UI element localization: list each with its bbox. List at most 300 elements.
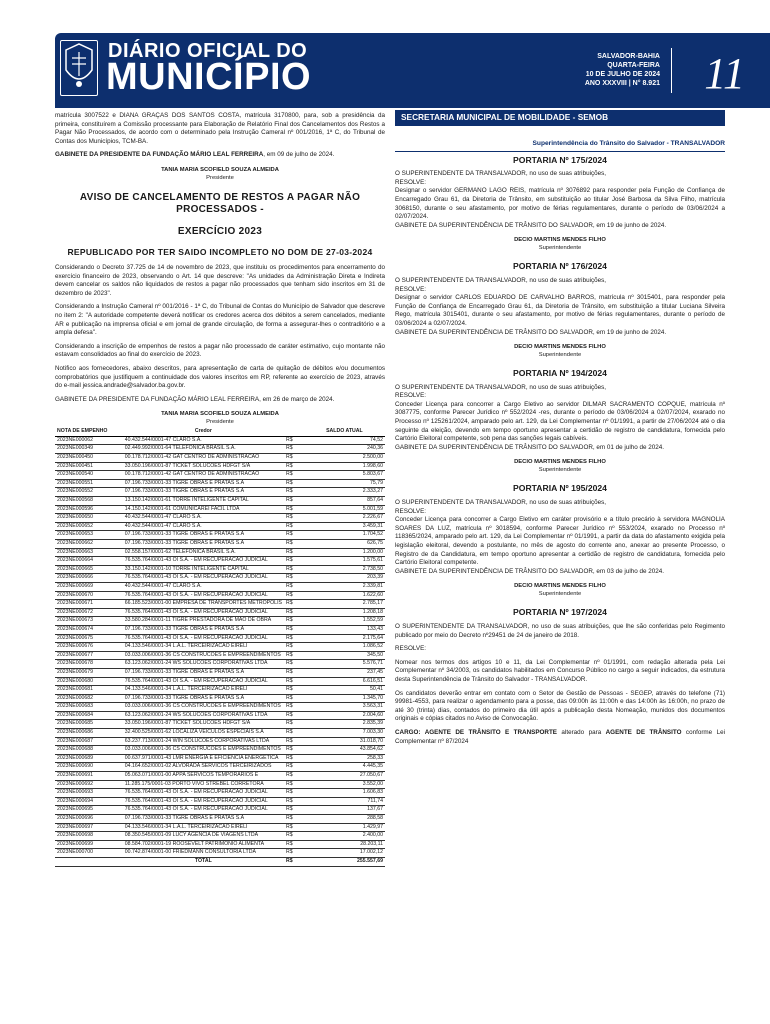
header-title-big: MUNICÍPIO [106,56,312,98]
cell-saldo: 27.050,67 [304,772,385,781]
portaria-section [395,369,725,474]
gabinete-line-2: GABINETE DA PRESIDENTE DA FUNDAÇÃO MÁRIO LEAL FERREIRA, em 26 de março de 2024. [55,395,335,403]
cell-saldo: 3.563,31 [304,703,385,712]
portaria-section [395,262,725,359]
table-row [55,797,385,806]
cell-currency: R$ [284,574,304,583]
doc-subtitle: REPUBLICADO POR TER SAIDO INCOMPLETO NO DOM DE 27-03-2024 [67,246,373,257]
cell-credor: 33.150.142/0001-10 TORRE INTELIGENTE CAPITAL [123,565,284,574]
table-header-row [55,428,385,436]
cell-currency: R$ [284,754,304,763]
cell-currency: R$ [284,677,304,686]
gabinete-1-bold: GABINETE DA PRESIDENTE DA FUNDAÇÃO MÁRIO LEAL FERREIRA [55,151,264,159]
cell-saldo: 2.785,17 [304,600,385,609]
cell-credor: 76.535.764/0001-43 OI S.A. - EM RECUPERACAO JUDICIAL [123,677,284,686]
cell-currency: R$ [284,591,304,600]
table-row [55,445,385,454]
table-row [55,608,385,617]
superintendencia-bar: Superintendência do Trânsito do Salvador - TRANSALVADOR [395,140,725,152]
cell-saldo: 1.606,83 [304,789,385,798]
table-row [55,737,385,746]
table-row [55,436,385,445]
cell-nota: 2023NE000670 [55,591,123,600]
cell-currency: R$ [284,686,304,695]
cell-nota: 2023NE000451 [55,462,123,471]
portaria-signature-name: DECIO MARTINS MENDES FILHO [514,459,606,466]
page-number: 11 [704,49,745,98]
cell-credor: 14.150.142/0001-61 COMUNICAREI FACIL LTDA [123,505,284,514]
cell-credor: 07.196.733/0001-33 TIGRE OBRAS E PRATAS S.A [123,815,284,824]
portaria-197 [395,608,725,746]
table-row [55,849,385,858]
portaria-body: Conceder Licença para concorrer a Cargo Eletivo em caráter provisório e a título precário à servidora MAGNOLIA SOARES DA LUZ, matrícula nº 3018594, conforme Parecer Jurídico nº 553/2024, exarado no Processo nº 118365/2024, amparado pelo art. 129, da Lei Complementar nº 01/1991, a partir da data do afastamento exigida pela legislação eleitoral, devendo a postulante, no mês de agosto do corrente ano, anexar ao presente Processo, o Registro de da Candidatura, em tempo oportuno apresentar a certidão de registro de candidatura, fornecida pelo Cartório Eleitoral competente. [395,516,725,567]
left-column [55,112,385,867]
cell-saldo: 711,74 [304,797,385,806]
cell-saldo: 4.445,35 [304,763,385,772]
cell-saldo: 1.208,18 [304,608,385,617]
cell-credor: 03.033.006/0001-36 CS CONSTRUCOES E EMPREENDIMENTOS [123,651,284,660]
cell-nota: 2023NE000685 [55,720,123,729]
cell-currency: R$ [284,694,304,703]
cell-saldo: 43.854,62 [304,746,385,755]
edition-weekday: QUARTA-FEIRA [607,62,660,69]
table-row [55,677,385,686]
cell-currency: R$ [284,625,304,634]
cargo-end: conforme Lei Complementar nº 87/2024 [395,728,725,745]
cell-nota: 2023NE000671 [55,600,123,609]
table-row [55,823,385,832]
cell-nota: 2023NE000669 [55,582,123,591]
cell-credor: 07.196.733/0001-33 TIGRE OBRAS E PRATAS S.A [123,488,284,497]
cell-credor: 02.449.992/0001-64 TELEFONICA BRASIL S.A. [123,445,284,454]
cell-credor: 40.432.544/0001-47 CLARO S.A. [123,522,284,531]
cell-currency: R$ [284,651,304,660]
table-header-blank [284,428,304,436]
cell-currency: R$ [284,729,304,738]
cell-saldo: 2.738,50 [304,565,385,574]
cell-credor: 07.196.733/0001-33 TIGRE OBRAS E PRATAS S.A [123,694,284,703]
cargo-new-label: AGENTE DE TRÂNSITO [605,728,682,736]
cell-credor: 05.063.071/0001-00 APPA SERVICOS TEMPORARIOS E [123,772,284,781]
total-currency: R$ [284,857,304,866]
cell-currency: R$ [284,471,304,480]
cell-credor: 04.133.546/0001-34 L.A.L. TERCEIRIZACAO EIRELI [123,643,284,652]
cell-nota: 2023NE000349 [55,445,123,454]
table-row [55,488,385,497]
portarias-list [395,156,725,599]
table-row [55,462,385,471]
cell-saldo: 137,67 [304,806,385,815]
portaria-title: PORTARIA Nº 176/2024 [513,261,607,272]
cell-saldo: 1.086,52 [304,643,385,652]
cell-saldo: 345,50 [304,651,385,660]
portaria-title: PORTARIA Nº 194/2024 [513,368,607,379]
cell-nota: 2023NE000665 [55,565,123,574]
table-row [55,634,385,643]
cell-nota: 2023NE000540 [55,471,123,480]
table-header-saldo: SALDO ATUAL [304,428,385,436]
portaria-signature [395,236,725,252]
portaria-gabinete: GABINETE DA SUPERINTENDÊNCIA DE TRÂNSITO DO SALVADOR, em 19 de junho de 2024. [395,221,667,229]
cell-saldo: 1.998,60 [304,462,385,471]
intro-paragraph: matrícula 3007522 e DIANA GRAÇAS DOS SANTOS COSTA, matrícula 3170800, para, sob a presidência da primeira, constituírem a Comissão processante para Elaboração de Relatório Final dos Cancelamentos dos Restos a Pagar Não Processados, de acordo com o determinado pela Instrução Cameral nº 001/2016, 1ª C, do Tribunal de Contas dos Municípios, TCM-BA. [55,112,385,145]
cell-saldo: 75,79 [304,479,385,488]
cell-saldo: 17.002,12 [304,849,385,858]
table-row [55,789,385,798]
cell-nota: 2023NE000676 [55,643,123,652]
cell-nota: 2023NE000681 [55,686,123,695]
edition-date: 10 DE JULHO DE 2024 [585,71,660,78]
cell-currency: R$ [284,763,304,772]
cell-saldo: 240,36 [304,445,385,454]
cell-nota: 2023NE000690 [55,763,123,772]
signature-2-name: TANIA MARIA SCOFIELD SOUZA ALMEIDA [161,411,279,418]
cell-currency: R$ [284,514,304,523]
cell-nota: 2023NE000650 [55,514,123,523]
cell-credor: 63.123.062/0001-24 WS SOLUCOES CORPORATIVAS LTDA [123,711,284,720]
cell-currency: R$ [284,737,304,746]
table-row [55,574,385,583]
cell-saldo: 857,64 [304,497,385,506]
cell-currency: R$ [284,703,304,712]
table-row [55,565,385,574]
cell-saldo: 258,33 [304,754,385,763]
table-row [55,643,385,652]
table-row [55,600,385,609]
cell-currency: R$ [284,772,304,781]
total-blank [55,857,123,866]
table-row [55,471,385,480]
paragraph-3: Considerando a inscrição de empenhos de restos a pagar não processado de caráter estimativo, cujo montante não estavam consolidados ao final do exercício de 2023. [55,342,385,359]
cell-credor: 66.185.523/0001-00 EMPRESA DE TRANSPORTES METROPOLIS [123,600,284,609]
doc-title-line-1: AVISO DE CANCELAMENTO DE RESTOS A PAGAR NÃO PROCESSADOS - [79,191,361,215]
cell-currency: R$ [284,454,304,463]
table-row [55,815,385,824]
cell-saldo: 31.018,70 [304,737,385,746]
cell-credor: 02.558.157/0001-62 TELEFONICA BRASIL S.A. [123,548,284,557]
cell-saldo: 2.333,27 [304,488,385,497]
cell-nota: 2023NE000697 [55,823,123,832]
cell-nota: 2023NE000675 [55,634,123,643]
table-row [55,531,385,540]
table-row [55,582,385,591]
table-row [55,772,385,781]
table-row [55,754,385,763]
cell-credor: 63.123.062/0001-24 WS SOLUCOES CORPORATIVAS LTDA [123,660,284,669]
cell-credor: 07.196.733/0001-33 TIGRE OBRAS E PRATAS S.A [123,625,284,634]
cell-credor: 76.535.764/0001-43 OI S.A. - EM RECUPERACAO JUDICIAL [123,634,284,643]
total-value: 255.557,69 [304,857,385,866]
portaria-197-body-1: Nomear nos termos dos artigos 10 e 11, da Lei Complementar nº 01/1991, com redação alterada pela Lei Complementar nº 34/2003, os candidatos habilitados em Concurso Público no cargo a seguir indicados, da estrutura desta Superintendência de Trânsito do Salvador - TRANSALVADOR. [395,658,725,683]
cell-currency: R$ [284,488,304,497]
cell-nota: 2023NE000692 [55,780,123,789]
cell-nota: 2023NE000662 [55,540,123,549]
cell-nota: 2023NE000694 [55,797,123,806]
cell-credor: 76.535.764/0001-43 OI S.A. - EM RECUPERACAO JUDICIAL [123,797,284,806]
cell-saldo: 3.552,00 [304,780,385,789]
cell-nota: 2023NE000699 [55,840,123,849]
cell-credor: 76.535.764/0001-43 OI S.A. - EM RECUPERACAO JUDICIAL [123,806,284,815]
cell-currency: R$ [284,582,304,591]
cargo-label: CARGO: AGENTE DE TRÂNSITO E TRANSPORTE [395,728,558,736]
signature-2 [55,410,385,426]
cell-saldo: 1.704,52 [304,531,385,540]
portaria-gabinete: GABINETE DA SUPERINTENDÊNCIA DE TRÂNSITO DO SALVADOR, em 19 de junho de 2024. [395,328,667,336]
cell-credor: 07.196.733/0001-33 TIGRE OBRAS E PRATAS S.A [123,531,284,540]
cell-credor: 76.535.764/0001-43 OI S.A. - EM RECUPERACAO JUDICIAL [123,591,284,600]
portaria-resolve: RESOLVE: [395,507,427,515]
doc-title-line-2: EXERCÍCIO 2023 [177,225,263,237]
table-row [55,746,385,755]
cell-currency: R$ [284,660,304,669]
cell-currency: R$ [284,840,304,849]
gabinete-line-1 [55,151,385,160]
table-row [55,711,385,720]
cell-currency: R$ [284,617,304,626]
table-row [55,668,385,677]
signature-1-role: Presidente [206,174,234,181]
portaria-section [395,484,725,598]
cell-credor: 40.432.544/0001-47 CLARO S.A. [123,436,284,445]
portaria-197-resolve: RESOLVE: [395,645,427,653]
table-row [55,651,385,660]
table-row [55,557,385,566]
cell-nota: 2023NE000678 [55,660,123,669]
table-row [55,617,385,626]
cell-nota: 2023NE000687 [55,737,123,746]
cell-saldo: 3.459,31 [304,522,385,531]
cell-credor: 03.033.006/0001-36 CS CONSTRUCOES E EMPREENDIMENTOS [123,746,284,755]
cell-credor: 40.432.544/0001-47 CLARO S.A. [123,514,284,523]
cell-credor: 00.742.874/0001-00 FRIEDMANN CONSULTORIA LTDA [123,849,284,858]
cell-saldo: 50,41 [304,686,385,695]
signature-1-name: TANIA MARIA SCOFIELD SOUZA ALMEIDA [161,166,279,173]
cell-currency: R$ [284,789,304,798]
cell-credor: 76.535.764/0001-43 OI S.A. - EM RECUPERACAO JUDICIAL [123,789,284,798]
cell-credor: 76.535.764/0001-43 OI S.A. - EM RECUPERACAO JUDICIAL [123,574,284,583]
edition-number: ANO XXXVIII | N° 8.921 [584,80,660,87]
portaria-signature-role: Superintendente [538,245,582,252]
cell-nota: 2023NE000689 [55,754,123,763]
cell-currency: R$ [284,711,304,720]
paragraph-2: Considerando a Instrução Cameral nº 001/2016 - 1ª C, do Tribunal de Contas do Município de Salvador que descreve no item 2: "A autoridade competente deverá notificar os credores acerca dos débitos a serem cancelados, mediante AR e publicação na imprensa oficial e em jornal de grande circulação, de forma a assegurar-lhes o contraditório e a ampla defesa". [55,303,385,337]
cell-credor: 13.150.142/0001-61 TORRE INTELIGENTE CAPITAL [123,497,284,506]
portaria-197-body-2: Os candidatos deverão entrar em contato com o Setor de Gestão de Pessoas - SEGEP, através do telefone (71) 99981-4553, para realizar o agendamento para a posse, das 09:00h às 11:00h e das 14:00h às 16:00h, no prazo de até 30 (trinta) dias, contados do primeiro dia útil após a publicação desta Nomeação, munidos dos documentos originais e cópias citados no Aviso de Convocação. [395,689,725,723]
portaria-signature-role: Superintendente [538,591,582,598]
cell-currency: R$ [284,832,304,841]
city-coat-of-arms-icon [60,40,98,96]
cell-saldo: 6.616,51 [304,677,385,686]
cell-saldo: 237,45 [304,668,385,677]
table-header-nota: NOTA DE EMPENHO [55,428,123,436]
page-number-divider [671,48,672,93]
cell-saldo: 2.004,60 [304,711,385,720]
cell-nota: 2023NE000682 [55,694,123,703]
cell-credor: 11.285.175/0001-03 PORTO VIVO STREBEL CORRETORA [123,780,284,789]
cell-currency: R$ [284,600,304,609]
cell-credor: 07.196.733/0001-33 TIGRE OBRAS E PRATAS S.A [123,668,284,677]
cell-nota: 2023NE000674 [55,625,123,634]
cell-currency: R$ [284,505,304,514]
cell-saldo: 1.552,59 [304,617,385,626]
table-row [55,780,385,789]
cell-saldo: 1.345,70 [304,694,385,703]
cell-currency: R$ [284,479,304,488]
cell-credor: 04.133.546/0001-34 L.A.L. TERCEIRIZACAO EIRELI [123,823,284,832]
portaria-signature-name: DECIO MARTINS MENDES FILHO [514,237,606,244]
portaria-intro: O SUPERINTENDENTE DA TRANSALVADOR, no uso de suas atribuições, [395,170,607,178]
cell-nota: 2023NE000062 [55,436,123,445]
cell-nota: 2023NE000672 [55,608,123,617]
table-row [55,514,385,523]
cell-nota: 2023NE000673 [55,617,123,626]
cell-currency: R$ [284,780,304,789]
cell-currency: R$ [284,797,304,806]
table-row [55,591,385,600]
cell-saldo: 2.339,81 [304,582,385,591]
cell-saldo: 2.400,00 [304,832,385,841]
portaria-body: Conceder Licença para concorrer a Cargo Eletivo ao servidor DILMAR SACRAMENTO COPQUE, matrícula nº 3087775, conforme Parecer Jurídico nº 552/2024 -res, durante o período de 03/06/2024 a 02/07/2024, exarado no Processo nº 125261/2024, amparado pelo art. 129, da Lei Complementar nº 01/1991, a partir de 27/06/2024 até o dia seguinte da eleição, devendo em tempo oportuno apresentar a certidão de registro de candidatura, fornecida pelo Cartório Eleitoral competente, sob pena das sanções legais cabíveis. [395,400,725,443]
table-total-row [55,857,385,866]
cell-nota: 2023NE000686 [55,729,123,738]
cell-credor: 07.196.733/0001-33 TIGRE OBRAS E PRATAS S.A [123,479,284,488]
cell-credor: 33.050.196/0001-87 TICKET SOLUCOES HDFGT S/A [123,462,284,471]
portaria-signature [395,458,725,474]
signature-1 [55,166,385,182]
cell-nota: 2023NE000664 [55,557,123,566]
table-row [55,625,385,634]
cell-currency: R$ [284,823,304,832]
table-row [55,703,385,712]
header-title-small: DIÁRIO OFICIAL DO [108,40,308,62]
cell-currency: R$ [284,746,304,755]
cell-saldo: 2.835,39 [304,720,385,729]
cell-currency: R$ [284,720,304,729]
table-row [55,454,385,463]
cell-nota: 2023NE000679 [55,668,123,677]
cell-nota: 2023NE000693 [55,789,123,798]
paragraph-1: Considerando o Decreto 37.725 de 14 de novembro de 2023, que instituiu os procedimentos para encerramento do exercício financeiro de 2023, observando o Art. 14 que descreve: "As unidades da Administração Direta e Indireta devem cancelar os saldos não liquidados de restos a pagar não processados que tenham sido inscritos em 31 de dezembro de 2023". [55,263,385,297]
portaria-signature-name: DECIO MARTINS MENDES FILHO [514,344,606,351]
cell-currency: R$ [284,634,304,643]
cell-credor: 00.178.712/0001-42 GAT CENTRO DE ADMINISTRACAO [123,471,284,480]
table-row [55,729,385,738]
cell-currency: R$ [284,608,304,617]
portaria-resolve: RESOLVE: [395,392,427,400]
cell-currency: R$ [284,849,304,858]
cell-currency: R$ [284,540,304,549]
cell-currency: R$ [284,815,304,824]
cell-nota: 2023NE000688 [55,746,123,755]
cell-saldo: 1.200,00 [304,548,385,557]
cell-nota: 2023NE000684 [55,711,123,720]
secretaria-bar: SECRETARIA MUNICIPAL DE MOBILIDADE - SEMOB [395,110,725,126]
doc-title [55,192,385,258]
cell-currency: R$ [284,462,304,471]
cell-nota: 2023NE000450 [55,454,123,463]
cell-nota: 2023NE000691 [55,772,123,781]
cell-saldo: 74,52 [304,436,385,445]
table-row [55,763,385,772]
cell-credor: 33.050.196/0001-87 TICKET SOLUCOES HDFGT S/A [123,720,284,729]
cell-nota: 2023NE000696 [55,815,123,824]
cell-currency: R$ [284,436,304,445]
cell-currency: R$ [284,445,304,454]
cell-credor: 63.237.713/0001-24 WIN SOLUCOES CORPORATIVAS LTDA [123,737,284,746]
cargo-text: alterado para [557,728,606,736]
cell-nota: 2023NE000552 [55,488,123,497]
portaria-197-body-3 [395,729,725,746]
cell-nota: 2023NE000680 [55,677,123,686]
cell-saldo: 2.226,67 [304,514,385,523]
cell-saldo: 1.622,60 [304,591,385,600]
cell-saldo: 5.001,59 [304,505,385,514]
cell-credor: 08.350.545/0001-09 LUCY AGENCIA DE VIAGENS LTDA [123,832,284,841]
paragraph-4: Notifico aos fornecedores, abaixo descritos, para apresentação de carta de quitação de débitos e/ou documentos comprobatórios que justifiquem a continuidade dos valores inscritos em RP, referente ao exercício de 2023, através do e-mail jessica.andrade@salvador.ba.gov.br. [55,364,385,390]
cell-saldo: 28.203,11 [304,840,385,849]
cell-nota: 2023NE000663 [55,548,123,557]
cell-currency: R$ [284,548,304,557]
cell-saldo: 288,58 [304,815,385,824]
table-row [55,548,385,557]
cell-currency: R$ [284,643,304,652]
cell-saldo: 7.003,30 [304,729,385,738]
cell-saldo: 2.175,64 [304,634,385,643]
cell-credor: 32.400.525/0001-62 LOCALIZA VEICULOS ESPECIAIS S.A [123,729,284,738]
portaria-resolve: RESOLVE: [395,285,427,293]
table-row [55,505,385,514]
gabinete-1-rest: , em 09 de julho de 2024. [263,151,335,159]
cell-nota: 2023NE000653 [55,531,123,540]
portaria-signature-name: DECIO MARTINS MENDES FILHO [514,583,606,590]
cell-saldo: 1.429,97 [304,823,385,832]
cell-credor: 00.637.971/0001-43 LMR ENERGIA E EFICIENCIA ENERGETICA [123,754,284,763]
cell-saldo: 1.575,61 [304,557,385,566]
portaria-signature-role: Superintendente [538,352,582,359]
cell-currency: R$ [284,557,304,566]
portaria-intro: O SUPERINTENDENTE DA TRANSALVADOR, no uso de suas atribuições, [395,276,607,284]
portaria-signature [395,343,725,359]
cell-nota: 2023NE000551 [55,479,123,488]
cell-saldo: 5.576,71 [304,660,385,669]
table-row [55,806,385,815]
signature-2-role: Presidente [206,419,234,426]
portaria-gabinete: GABINETE DA SUPERINTENDÊNCIA DE TRÂNSITO DO SALVADOR, em 01 de julho de 2024. [395,443,664,451]
portaria-resolve: RESOLVE: [395,178,427,186]
cell-nota: 2023NE000698 [55,832,123,841]
edition-info [585,52,660,88]
table-row [55,832,385,841]
cell-nota: 2023NE000683 [55,703,123,712]
table-row [55,660,385,669]
cell-credor: 08.584.702/0001-19 ROOSEVELT PATRIMONIO ALIMENTA [123,840,284,849]
cell-currency: R$ [284,497,304,506]
cell-saldo: 626,75 [304,540,385,549]
cell-saldo: 133,43 [304,625,385,634]
cell-credor: 76.535.764/0001-43 OI S.A. - EM RECUPERACAO JUDICIAL [123,557,284,566]
portaria-gabinete: GABINETE DA SUPERINTENDÊNCIA DE TRÂNSITO DO SALVADOR, em 03 de julho de 2024. [395,567,664,575]
portaria-197-title: PORTARIA Nº 197/2024 [513,607,607,618]
cell-saldo: 2.500,00 [304,454,385,463]
cell-credor: 00.178.712/0001-42 GAT CENTRO DE ADMINISTRACAO [123,454,284,463]
table-row [55,720,385,729]
portaria-body: Designar o servidor GERMANO LAGO REIS, matrícula nº 3076892 para responder pela Função de Confiança de Encarregado Grau 61, da Diretoria de Trânsito, em substituição ao titular José Barbosa da Silva Filho, matrícula 3068150, durante o seu afastamento, por motivo de férias regulamentares, durante o período de 03/06/2024 a 02/07/2024. [395,187,725,221]
portaria-197-intro: O SUPERINTENDENTE DA TRANSALVADOR, no uso de suas atribuições, que lhe são conferidas pelo Regimento publicado por meio do Decreto nº29451 de 24 de janeiro de 2018. [395,622,725,639]
total-label: TOTAL [123,857,284,866]
table-header-credor: Credor [123,428,284,436]
table-row [55,522,385,531]
cell-currency: R$ [284,522,304,531]
